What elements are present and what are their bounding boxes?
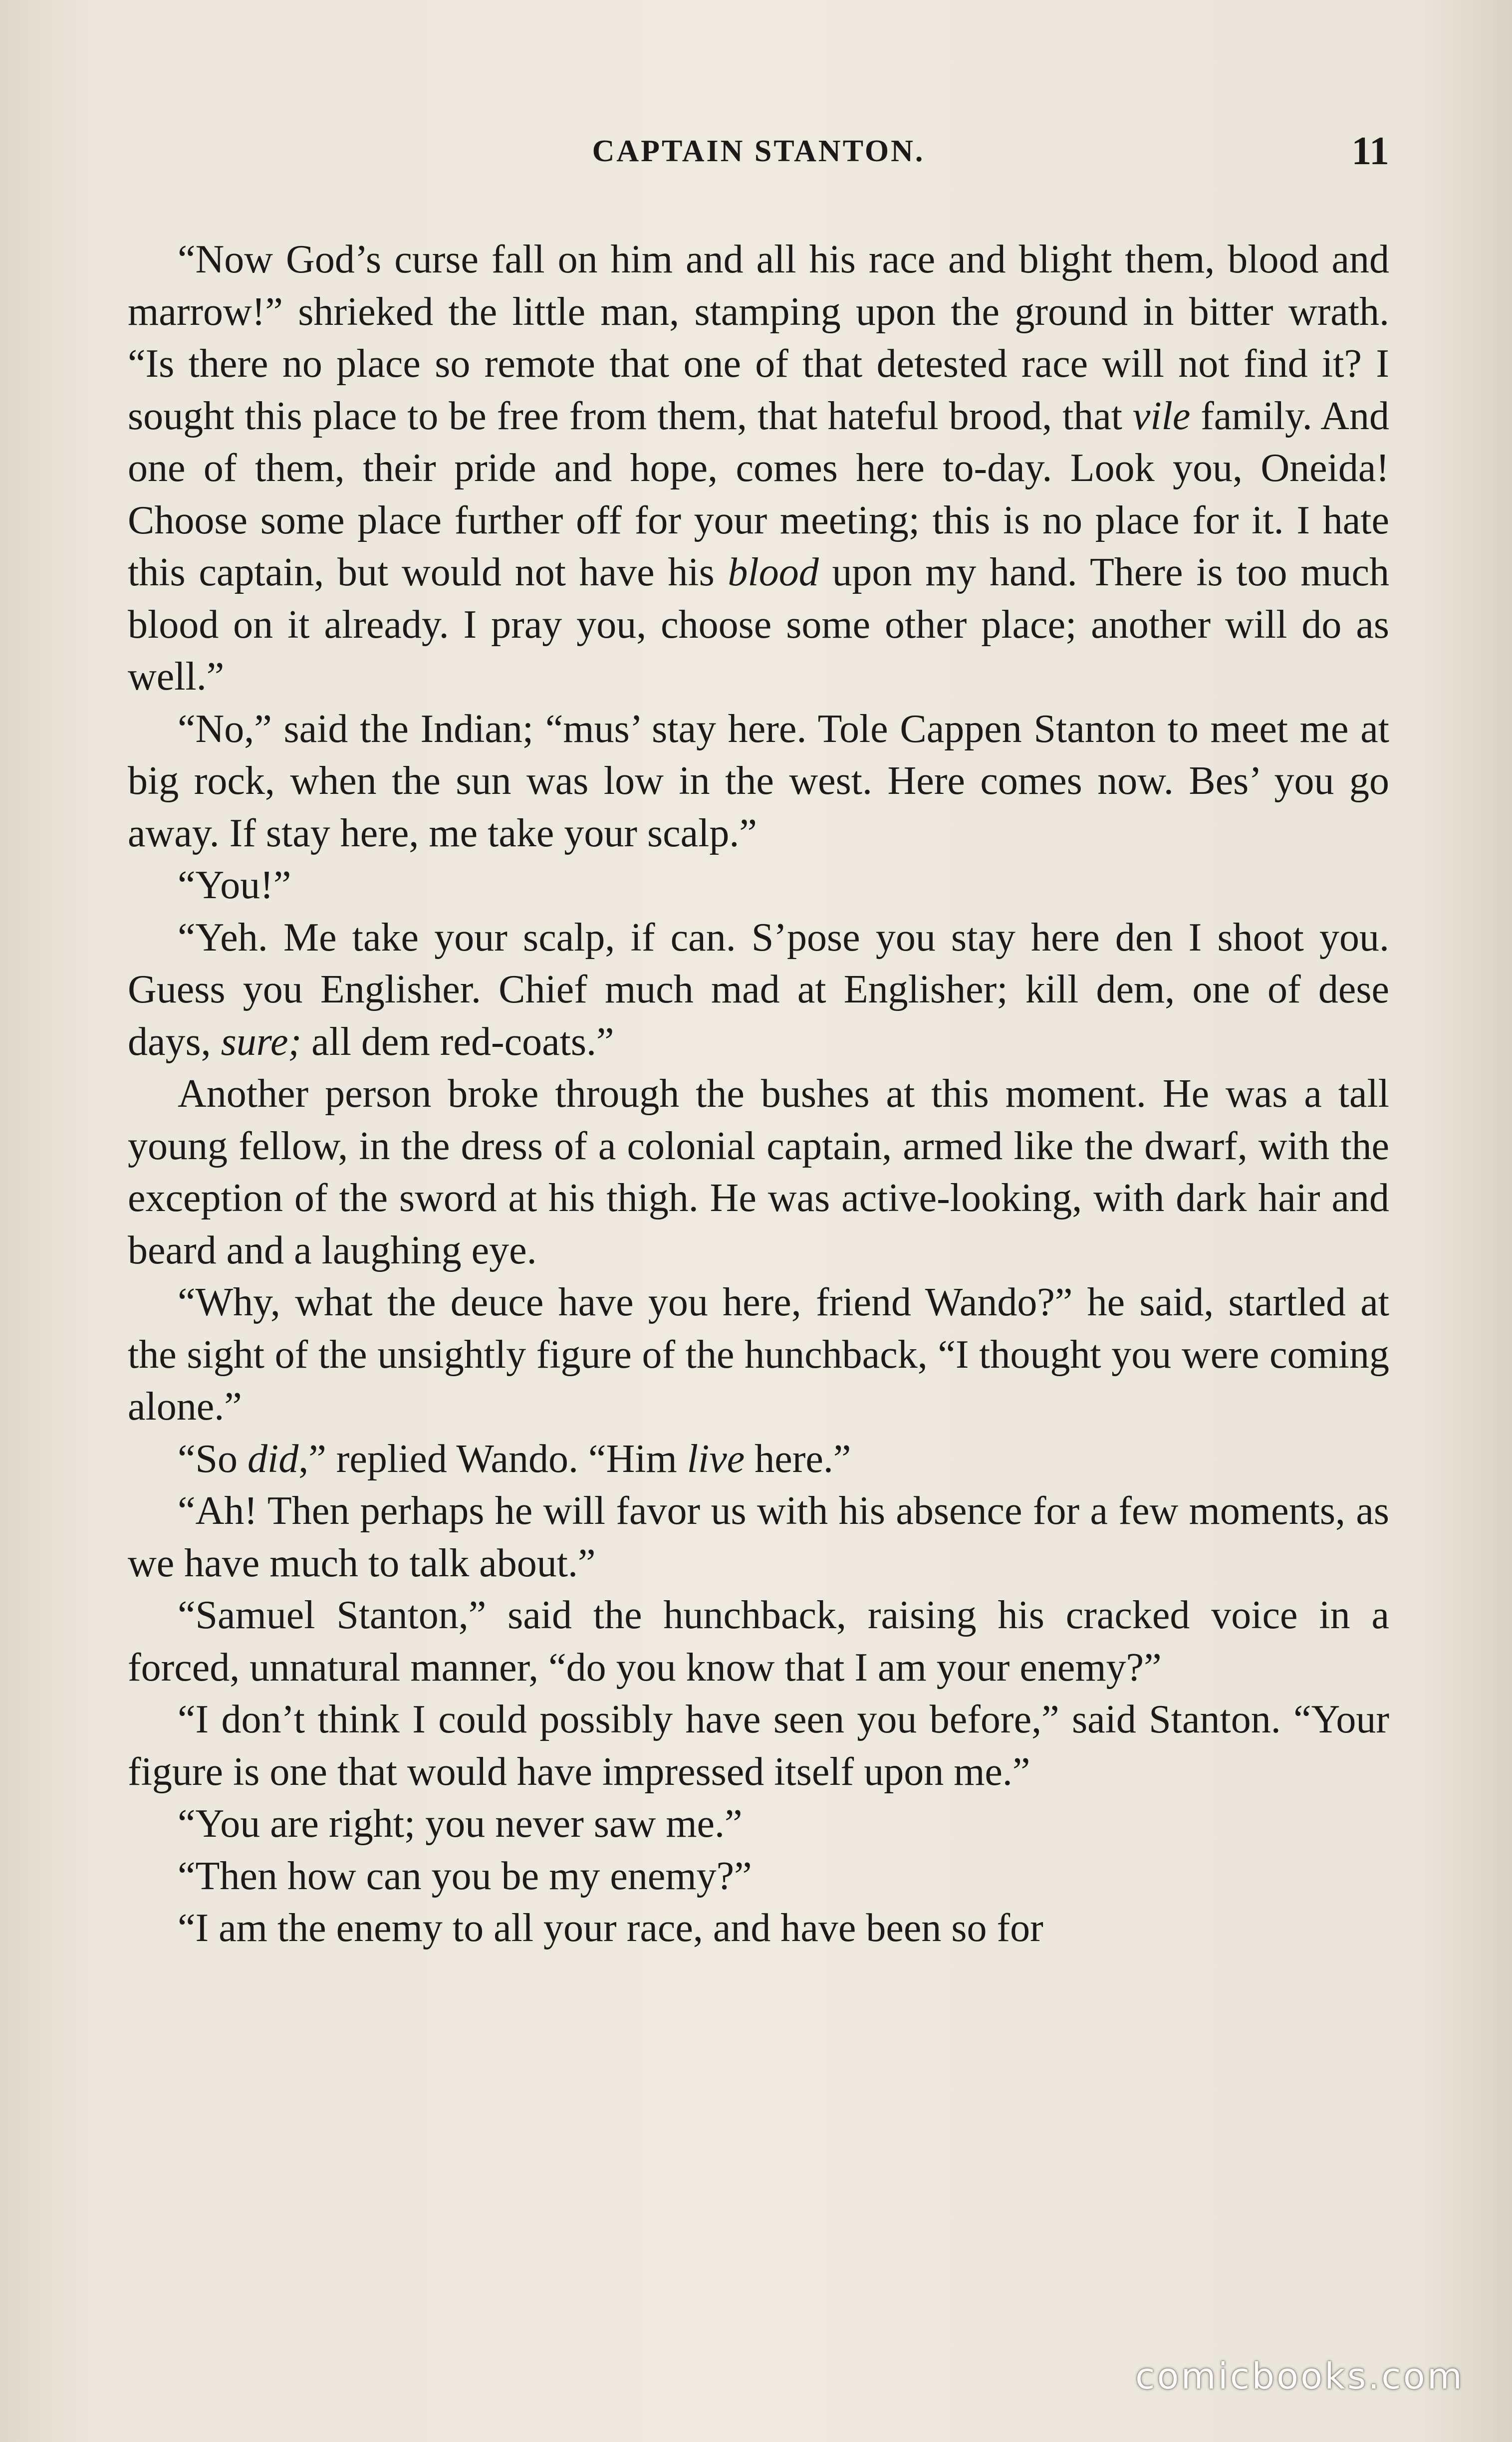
page-header xyxy=(128,129,1389,184)
paragraph: “I don’t think I could possibly have seen you before,” said Stanton. “Your figure is one that would have impressed itself upon me.” xyxy=(128,1698,1389,1794)
body-text xyxy=(128,234,1389,1954)
paragraph: “Then how can you be my enemy?” xyxy=(178,1854,752,1898)
paragraph: “Ah! Then perhaps he will favor us with his absence for a few moments, as we have much to talk about.” xyxy=(128,1489,1389,1585)
paragraph: “Yeh. Me take your scalp, if can. S’pose you stay here den I shoot you. Guess you Englisher. Chief much mad at Englisher; kill dem, one of dese days, sure; all dem red-coats.” xyxy=(128,915,1389,1064)
page-number: 11 xyxy=(1351,129,1389,173)
paragraph: “Samuel Stanton,” said the hunchback, raising his cracked voice in a forced, unnatural manner, “do you know that I am your enemy?” xyxy=(128,1593,1389,1690)
paragraph: “Why, what the deuce have you here, friend Wando?” he said, startled at the sight of the unsightly figure of the hunchback, “I thought you were coming alone.” xyxy=(128,1280,1389,1429)
paragraph: “Now God’s curse fall on him and all his race and blight them, blood and marrow!” shrieked the little man, stamping upon the ground in bitter wrath. “Is there no place so remote that one of that detested race will not find it? I sought this place to be free from them, that hateful brood, that vile family. And one of them, their pride and hope, comes here to-day. Look you, Oneida! Choose some place further off for your meeting; this is no place for it. I hate this captain, but would not have his blood upon my hand. There is too much blood on it already. I pray you, choose some other place; another will do as well.” xyxy=(128,238,1389,699)
paragraph: “So did,” replied Wando. “Him live here.” xyxy=(178,1437,851,1481)
running-head: CAPTAIN STANTON. xyxy=(592,134,925,168)
paragraph: “You!” xyxy=(178,863,291,907)
paragraph: “You are right; you never saw me.” xyxy=(178,1802,743,1846)
paragraph: “I am the enemy to all your race, and have been so for xyxy=(178,1906,1043,1950)
watermark: comicbooks.com xyxy=(1135,2355,1464,2397)
paragraph: Another person broke through the bushes at this moment. He was a tall young fellow, in the dress of a colonial captain, armed like the dwarf, with the exception of the sword at his thigh. He was active-looking, with dark hair and beard and a laughing eye. xyxy=(128,1072,1389,1272)
paragraph: “No,” said the Indian; “mus’ stay here. Tole Cappen Stanton to meet me at big rock, when the sun was low in the west. Here comes now. Bes’ you go away. If stay here, me take your scalp.” xyxy=(128,707,1389,855)
